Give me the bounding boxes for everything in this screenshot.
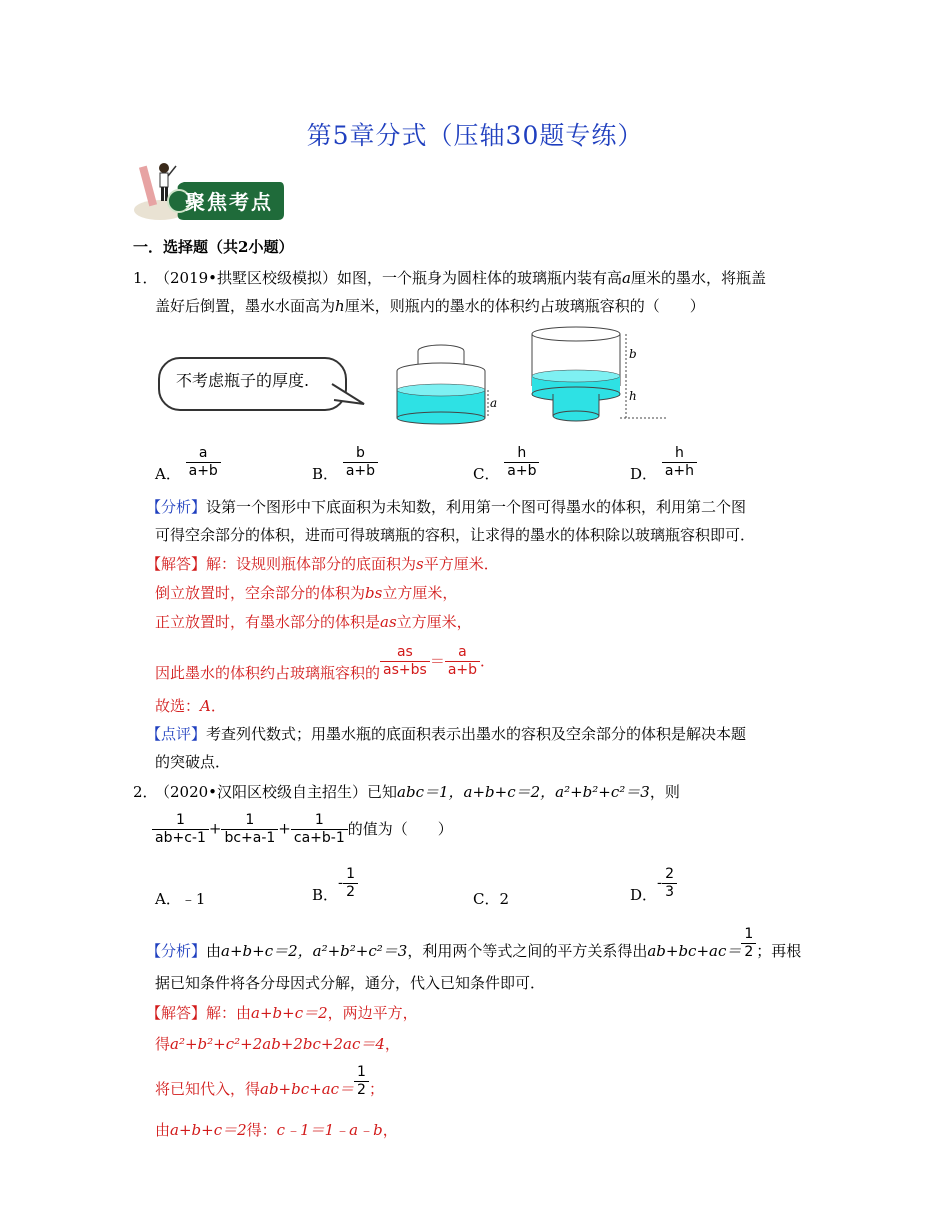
q1-analysis-line2: 可得空余部分的体积，进而可得玻璃瓶的容积，让求得的墨水的体积除以玻璃瓶容积即可． (155, 526, 756, 544)
q2-solution-line4: 由a+b+c＝2得：c﹣1＝1﹣a﹣b， (155, 1121, 398, 1139)
option-fraction: $\frac{a}{a+b}$ (186, 445, 221, 480)
focus-badge (130, 160, 285, 224)
q2-stem-line1: （2020•汉阳区校级自主招生）已知abc＝1，a+b+c＝2，a²+b²+c²＝3，则 (155, 783, 680, 801)
fig-label-a: a (490, 396, 498, 410)
q1-solution-line1: 【解答】解：设规则瓶体部分的底面积为s平方厘米． (146, 555, 499, 573)
page-title: 第5章分式（压轴30题专练） (306, 121, 644, 150)
q2-number: 2． (133, 783, 158, 801)
section-heading: 一．选择题（共2小题） (133, 238, 294, 256)
fig-label-h: h (629, 389, 637, 403)
q1-number: 1． (133, 269, 158, 287)
expr-fraction-3: $\frac{1}{ca+b-1}$ (291, 812, 348, 847)
q1-solution-line2: 倒立放置时，空余部分的体积为bs立方厘米， (155, 584, 458, 602)
q2-option-d[interactable]: D．- $\frac{2}{3}$ (630, 866, 677, 901)
badge-label: 聚焦考点 (185, 190, 273, 214)
option-label: A． (155, 464, 181, 483)
bottle-diagram (380, 322, 670, 432)
expr-fraction-2: $\frac{1}{bc+a-1}$ (221, 812, 278, 847)
option-fraction: $\frac{h}{a+b}$ (504, 445, 539, 480)
q2-option-b[interactable]: B．- $\frac{1}{2}$ (312, 866, 358, 901)
option-label: B． (312, 464, 339, 483)
sol-fraction: $\frac{1}{2}$ (354, 1064, 369, 1099)
q2-solution-line1: 【解答】解：由a+b+c＝2，两边平方， (146, 1004, 418, 1022)
q1-option-d[interactable] (630, 445, 697, 483)
q1-analysis-line1: 【分析】设第一个图形中下底面积为未知数，利用第一个图可得墨水的体积，利用第二个图 (146, 498, 747, 516)
result-fraction: $\frac{a}{a+b}$ (445, 644, 480, 679)
q1-option-b[interactable] (312, 445, 378, 483)
q1-option-c[interactable] (473, 445, 539, 483)
option-fraction: $\frac{1}{2}$ (343, 866, 358, 901)
option-label: D． (630, 464, 658, 483)
q1-solution-answer: 故选：A． (155, 697, 226, 715)
option-fraction: $\frac{2}{3}$ (662, 866, 677, 901)
bubble-tail-icon (330, 380, 370, 410)
fig-label-b: b (629, 347, 637, 361)
analysis-fraction: $\frac{1}{2}$ (741, 926, 756, 961)
option-label: C． (473, 464, 500, 483)
option-fraction: $\frac{h}{a+h}$ (662, 445, 697, 480)
q1-option-a[interactable] (155, 445, 221, 483)
q1-comment-line2: 的突破点． (155, 753, 231, 771)
q2-option-c[interactable]: C．2 (473, 890, 510, 908)
bubble-text: 不考虑瓶子的厚度. (176, 371, 310, 390)
option-fraction: $\frac{b}{a+b}$ (343, 445, 378, 480)
q2-solution-line3: 将已知代入，得ab+bc+ac＝ $\frac{1}{2}$ ； (155, 1064, 384, 1098)
expr-fraction-1: $\frac{1}{ab+c-1}$ (152, 812, 209, 847)
q2-expression: $\frac{1}{ab+c-1}$ + $\frac{1}{bc+a-1}$ + $\frac{1}{ca+b-1}$ 的值为（ ） (152, 812, 453, 847)
q1-stem-line2: 盖好后倒置，墨水水面高为h厘米，则瓶内的墨水的体积约占玻璃瓶容积的（ ） (155, 297, 705, 315)
ratio-fraction: $\frac{as}{as+bs}$ (380, 644, 430, 679)
q2-solution-line2: 得a²+b²+c²+2ab+2bc+2ac＝4， (155, 1035, 400, 1053)
q2-option-a[interactable]: A．﹣1 (155, 890, 206, 908)
q1-solution-line3: 正立放置时，有墨水部分的体积是as立方厘米， (155, 613, 472, 631)
q1-comment-line1: 【点评】考查列代数式；用墨水瓶的底面积表示出墨水的容积及空余部分的体积是解决本题 (146, 725, 747, 743)
q1-solution-line4: 因此墨水的体积约占玻璃瓶容积的 $\frac{as}{as+bs}$ ＝ $\frac{a}{a+b}$ ． (155, 644, 496, 682)
q1-stem-line1: （2019•拱墅区校级模拟）如图，一个瓶身为圆柱体的玻璃瓶内装有高a厘米的墨水，将瓶盖 (155, 269, 766, 287)
q2-analysis-line2: 据已知条件将各分母因式分解，通分，代入已知条件即可． (155, 974, 546, 992)
q2-analysis-line1: 【分析】由a+b+c＝2，a²+b²+c²＝3，利用两个等式之间的平方关系得出ab+bc+ac＝ $\frac{1}{2}$ ；再根 (146, 926, 802, 960)
